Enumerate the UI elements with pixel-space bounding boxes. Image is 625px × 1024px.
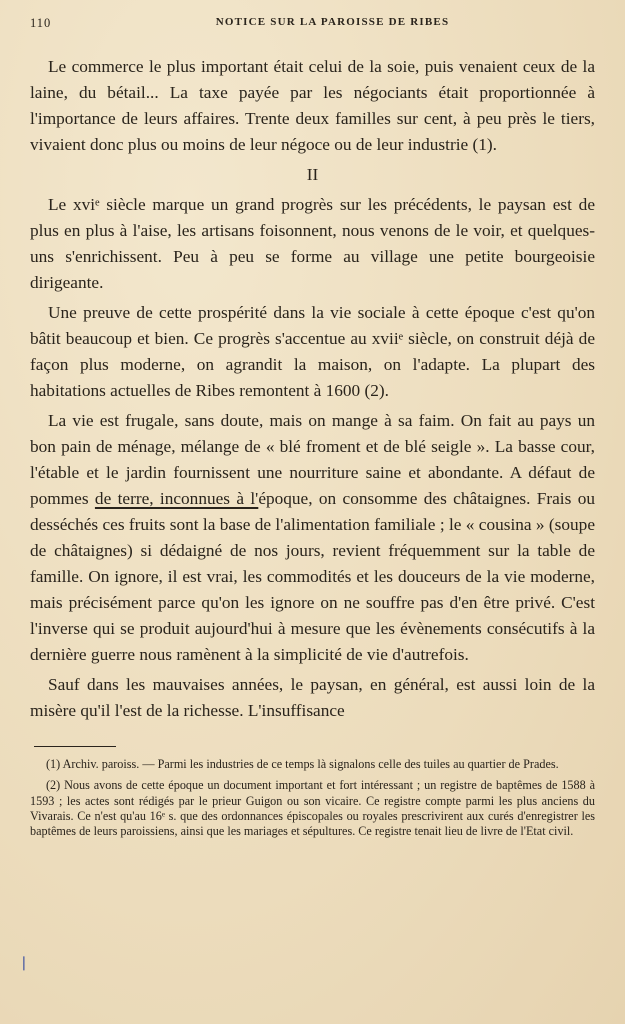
paragraph-4 [30,408,595,668]
paragraph-3: Une preuve de cette prospérité dans la vie sociale à cette époque c'est qu'on bâtit beaucoup et bien. Ce progrès s'accentue au xviiᵉ siècle, on construit déjà de façon plus moderne, on agrandit la maison, on l'adapte. La plupart des habitations actuelles de Ribes remontent à 1600 (2). [30,303,595,400]
handwritten-underline: de terre, inconnues à l' [94,489,259,508]
paragraph-2: Le xviᵉ siècle marque un grand progrès sur les précédents, le paysan est de plus en plus à l'aise, les artisans foisonnent, nous venons de le voir, et quelques-uns s'enrichissent. Peu à peu se forme au village une petite bourgeoisie dirigeante. [30,195,595,292]
running-title: NOTICE SUR LA PAROISSE DE RIBES [215,16,450,28]
section-number: II [306,165,319,184]
paragraph-5: Sauf dans les mauvaises années, le paysan, en général, est aussi loin de la misère qu'il l'est de la richesse. L'insuffisance [30,675,595,720]
paragraph-4-start: La vie est frugale, sans doute, mais on mange à sa faim. On fait au pays un bon pain de ménage, mélange de « blé froment et de blé seigle ». La basse cour, l'étable et le jardin fournissent une nourriture saine et abondante. A défaut de pommes [30,411,595,508]
footnotes [30,757,595,839]
footnote-2: (2) Nous avons de cette époque un document important et fort intéressant ; un registre de baptêmes de 1588 à 1593 ; les actes sont rédigés par le prieur Guigon ou son vicaire. Ce registre compte parmi les plus anciens du Vivarais. Ce n'est qu'au 16ᵉ s. que des ordonnances épiscopales ou royales prescrivirent aux curés d'enregistrer les baptêmes de leurs paroissiens, ainsi que les mariages et sépultures. Ce registre tenait lieu de livre de l'Etat civil. [30,778,595,839]
footnote-1: (1) Archiv. paroiss. — Parmi les industries de ce temps là signalons celle des tuiles au quartier de Prades. [46,757,559,771]
body-text [30,54,595,724]
footnote-divider [34,746,116,747]
paragraph-4-end: époque, on consomme des châtaignes. Frais ou desséchés ces fruits sont la base de l'alimentation familiale ; le « cousina » (soupe de châtaignes) si dédaigné de nos jours, revient fréquemment sur la table de famille. On ignore, il est vrai, les commodités et les douceurs de la vie moderne, mais précisément parce qu'on les ignore on ne souffre pas d'en être privé. C'est l'inverse qui se produit aujourd'hui à mesure que les évènements consécutifs à la dernière guerre nous ramènent à la simplicité de vie d'autrefois. [30,489,595,664]
page-number: 110 [30,16,52,30]
margin-ink-mark-icon: ❘ [18,956,30,971]
page-header [30,10,595,32]
paragraph-1: Le commerce le plus important était celui de la soie, puis venaient ceux de la laine, du bétail... La taxe payée par les négociants était proportionnée à l'importance de leurs affaires. Trente deux familles sur cent, à peu près le tiers, vivaient donc plus ou moins de leur négoce ou de leur industrie (1). [30,57,595,154]
